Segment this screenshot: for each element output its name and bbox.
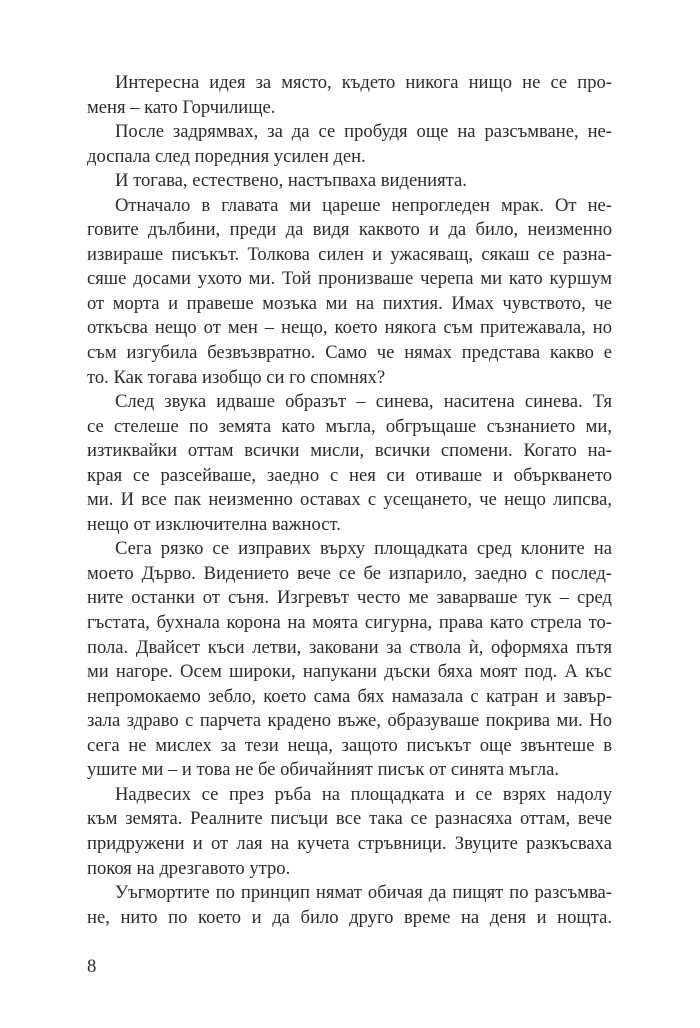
text-line: откъсва нещо от мен – нещо, което някога съм притежавала, но bbox=[87, 317, 612, 339]
text-line: сяше досами ухото ми. Той пронизваше черепа ми като куршум bbox=[87, 268, 612, 290]
text-line: зала здраво с парчета крадено въже, образуваше покрива ми. Но bbox=[87, 710, 612, 732]
text-line: меня – като Горчилище. bbox=[87, 96, 276, 118]
text-line: И тогава, естествено, настъпваха виденията. bbox=[115, 170, 467, 192]
text-line: извираше писъкът. Толкова силен и ужасяващ, сякаш се разна- bbox=[87, 243, 612, 265]
text-line: изтиквайки оттам всички мисли, всички спомени. Когато на- bbox=[87, 440, 612, 462]
text-line: непромокаемо зебло, което сама бях намазала с катран и завър- bbox=[87, 685, 612, 707]
text-line: гъстата, бухнала корона на моята сигурна, права като стрела то- bbox=[87, 612, 612, 634]
text-line: Уъгмортите по принцип нямат обичая да пищят по разсъмва- bbox=[115, 882, 612, 904]
text-line: се стелеше по земята като мъгла, обгръщаше съзнанието ми, bbox=[87, 415, 612, 437]
text-line: нещо от изключителна важност. bbox=[87, 513, 341, 535]
text-line: то. Как тогава изобщо си го спомнях? bbox=[87, 366, 386, 388]
text-line: ушите ми – и това не бе обичайният писък от синята мъгла. bbox=[87, 759, 560, 781]
text-line: ните останки от съня. Изгревът често ме заварваше тук – сред bbox=[87, 587, 612, 609]
text-line: говите дълбини, преди да видя каквото и да било, неизменно bbox=[87, 219, 612, 241]
text-line: сега не мислех за тези неща, защото писъкът още звънтеше в bbox=[87, 734, 612, 756]
text-line: не, нито по което и да било друго време на деня и нощта. bbox=[87, 906, 612, 928]
text-line: Сега рязко се изправих върху площадката сред клоните на bbox=[115, 538, 612, 560]
text-line: към земята. Реалните писъци все така се разнасяха оттам, вече bbox=[87, 808, 612, 830]
text-line: Надвесих се през ръба на площадката и се взрях надолу bbox=[115, 783, 612, 805]
text-line: доспала след поредния усилен ден. bbox=[87, 145, 366, 167]
text-line: Интересна идея за място, където никога нищо не се про- bbox=[115, 72, 612, 93]
text-line: След звука идваше образът – синева, наситена синева. Тя bbox=[115, 391, 612, 413]
text-line: ми. И все пак неизменно оставах с усещането, че нещо липсва, bbox=[87, 489, 612, 511]
body-text bbox=[87, 71, 612, 930]
text-line: края се разсейваше, заедно с нея си отиваше и объркването bbox=[87, 464, 612, 486]
text-line: После задрямвах, за да се пробудя още на разсъмване, не- bbox=[115, 121, 612, 143]
text-line: съм изгубила безвъзвратно. Само че нямах представа какво е bbox=[87, 342, 612, 364]
text-line: от морта и правеше мозъка ми на пихтия. Имах чувството, че bbox=[87, 292, 612, 314]
text-line: ми нагоре. Осем широки, напукани дъски бяха моят под. А къс bbox=[87, 661, 612, 683]
text-line: Отначало в главата ми цареше непрогледен мрак. От не- bbox=[115, 194, 612, 216]
text-line: придружени и от лая на кучета стръвници. Звуците разкъсваха bbox=[87, 832, 612, 854]
text-line: покоя на дрезгавото утро. bbox=[87, 857, 291, 879]
text-line: моето Дърво. Видението вече се бе изпарило, заедно с послед- bbox=[87, 562, 612, 584]
page-number: 8 bbox=[87, 956, 97, 977]
text-line: пола. Двайсет къси летви, заковани за ствола ѝ, оформяха пътя bbox=[87, 636, 612, 658]
